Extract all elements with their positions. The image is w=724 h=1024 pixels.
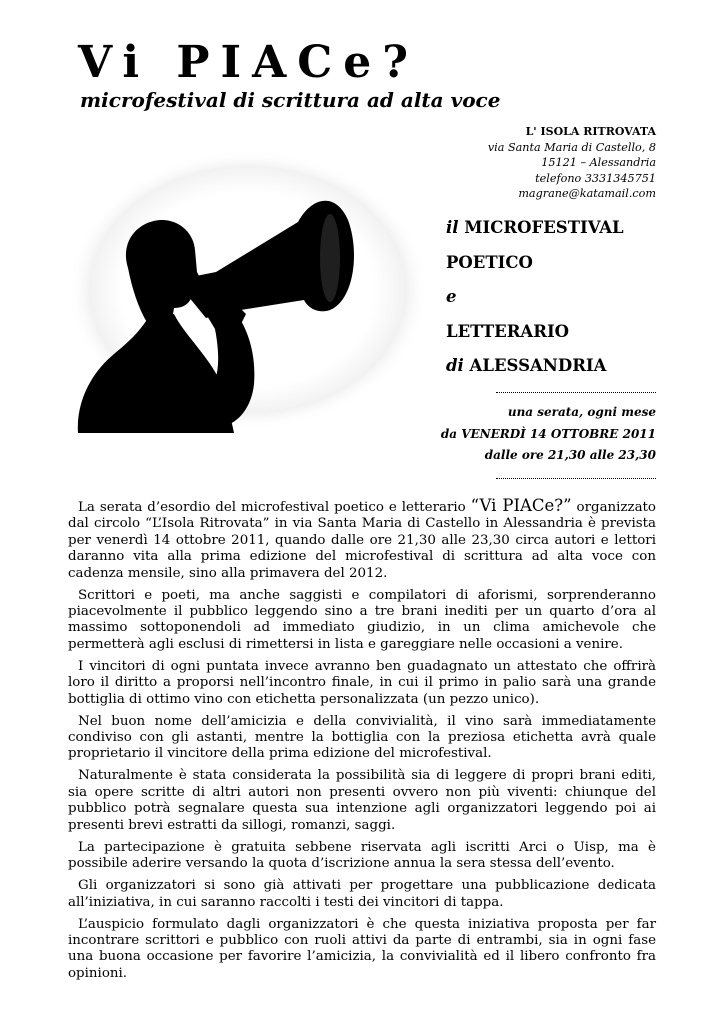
festival-name-quote: “Vi PIACe?” bbox=[470, 496, 572, 515]
festival-line-1: il MICROFESTIVAL bbox=[446, 218, 624, 237]
paragraph-5: Naturalmente è stata considerata la possibilità sia di leggere di propri brani editi, sia opere scritte di altri autori non presenti ovvero non più viventi: chiunque del pubblico potrà segnalare questa sua intenzione agli organizzatori leggendo poi ai presenti brevi estratti da sillogi, romanzi, saggi. bbox=[68, 768, 656, 833]
festival-headline bbox=[446, 211, 676, 384]
paragraph-2: Scrittori e poeti, ma anche saggisti e compilatori di aforismi, sorprenderanno piacevolmente il pubblico leggendo sino a tre brani inediti per un quarto d’ora al massimo sottoponendoli ad immediato giudizio, in un clima amichevole che permetterà agli esclusi di rimettersi in lista e gareggiare nelle occasioni a venire. bbox=[68, 587, 656, 652]
dotted-divider-top bbox=[496, 392, 656, 393]
page-subtitle: microfestival di scrittura ad alta voce bbox=[80, 88, 501, 112]
organizer-email: magrane@katamail.com bbox=[518, 187, 656, 200]
megaphone-photo bbox=[68, 148, 428, 433]
organizer-city: 15121 – Alessandria bbox=[541, 156, 656, 169]
organizer-name: L' ISOLA RITROVATA bbox=[525, 125, 656, 138]
paragraph-8: L’auspicio formulato dagli organizzatori è che questa iniziativa proposta per far incontrare scrittori e pubblico con ruoli attivi da parte di entrambi, sia in ogni fase una buona occasione per favorire l’amicizia, la convivialità ed il libero confronto fra opinioni. bbox=[68, 916, 656, 981]
schedule-time: dalle ore 21,30 alle 23,30 bbox=[484, 448, 656, 462]
schedule-start-date: da VENERDÌ 14 OTTOBRE 2011 bbox=[440, 426, 656, 441]
festival-line-3: e bbox=[446, 287, 457, 306]
festival-line-5: di ALESSANDRIA bbox=[446, 356, 607, 375]
page-title: Vi PIACe? bbox=[78, 37, 419, 88]
paragraph-4: Nel buon nome dell’amicizia e della convivialità, il vino sarà immediatamente condiviso con gli astanti, mentre la bottiglia con la preziosa etichetta avrà quale proprietario il vincitore della prima edizione del microfestival. bbox=[68, 713, 656, 762]
organizer-phone: telefono 3331345751 bbox=[535, 171, 656, 185]
paragraph-7: Gli organizzatori si sono già attivati per progettare una pubblicazione dedicata all’iniziativa, in cui saranno raccolti i testi dei vincitori di tappa. bbox=[68, 878, 656, 910]
organizer-contact bbox=[488, 124, 656, 202]
paragraph-1: La serata d’esordio del microfestival poetico e letterario “Vi PIACe?” organizzato dal circolo “L’Isola Ritrovata” in via Santa Maria di Castello in Alessandria è prevista per venerdì 14 ottobre 2011, quando dalle ore 21,30 alle 23,30 circa autori e lettori daranno vita alla prima edizione del microfestival di scrittura ad alta voce con cadenza mensile, sino alla primavera del 2012. bbox=[68, 496, 656, 581]
schedule-frequency: una serata, ogni mese bbox=[507, 405, 656, 419]
festival-line-2: POETICO bbox=[446, 252, 533, 272]
dotted-divider-bottom bbox=[496, 478, 656, 479]
article-body bbox=[68, 498, 656, 988]
festival-line-4: LETTERARIO bbox=[446, 321, 570, 341]
paragraph-3: I vincitori di ogni puntata invece avranno ben guadagnato un attestato che offrirà loro il diritto a proporsi nell’incontro finale, in cui il primo in palio sarà una grande bottiglia di ottimo vino con etichetta personalizzata (un pezzo unico). bbox=[68, 658, 656, 707]
organizer-address: via Santa Maria di Castello, 8 bbox=[487, 140, 656, 154]
event-schedule bbox=[441, 402, 656, 467]
paragraph-6: La partecipazione è gratuita sebbene riservata agli iscritti Arci o Uisp, ma è possibile aderire versando la quota d’iscrizione annua la sera stessa dell’evento. bbox=[68, 839, 656, 872]
